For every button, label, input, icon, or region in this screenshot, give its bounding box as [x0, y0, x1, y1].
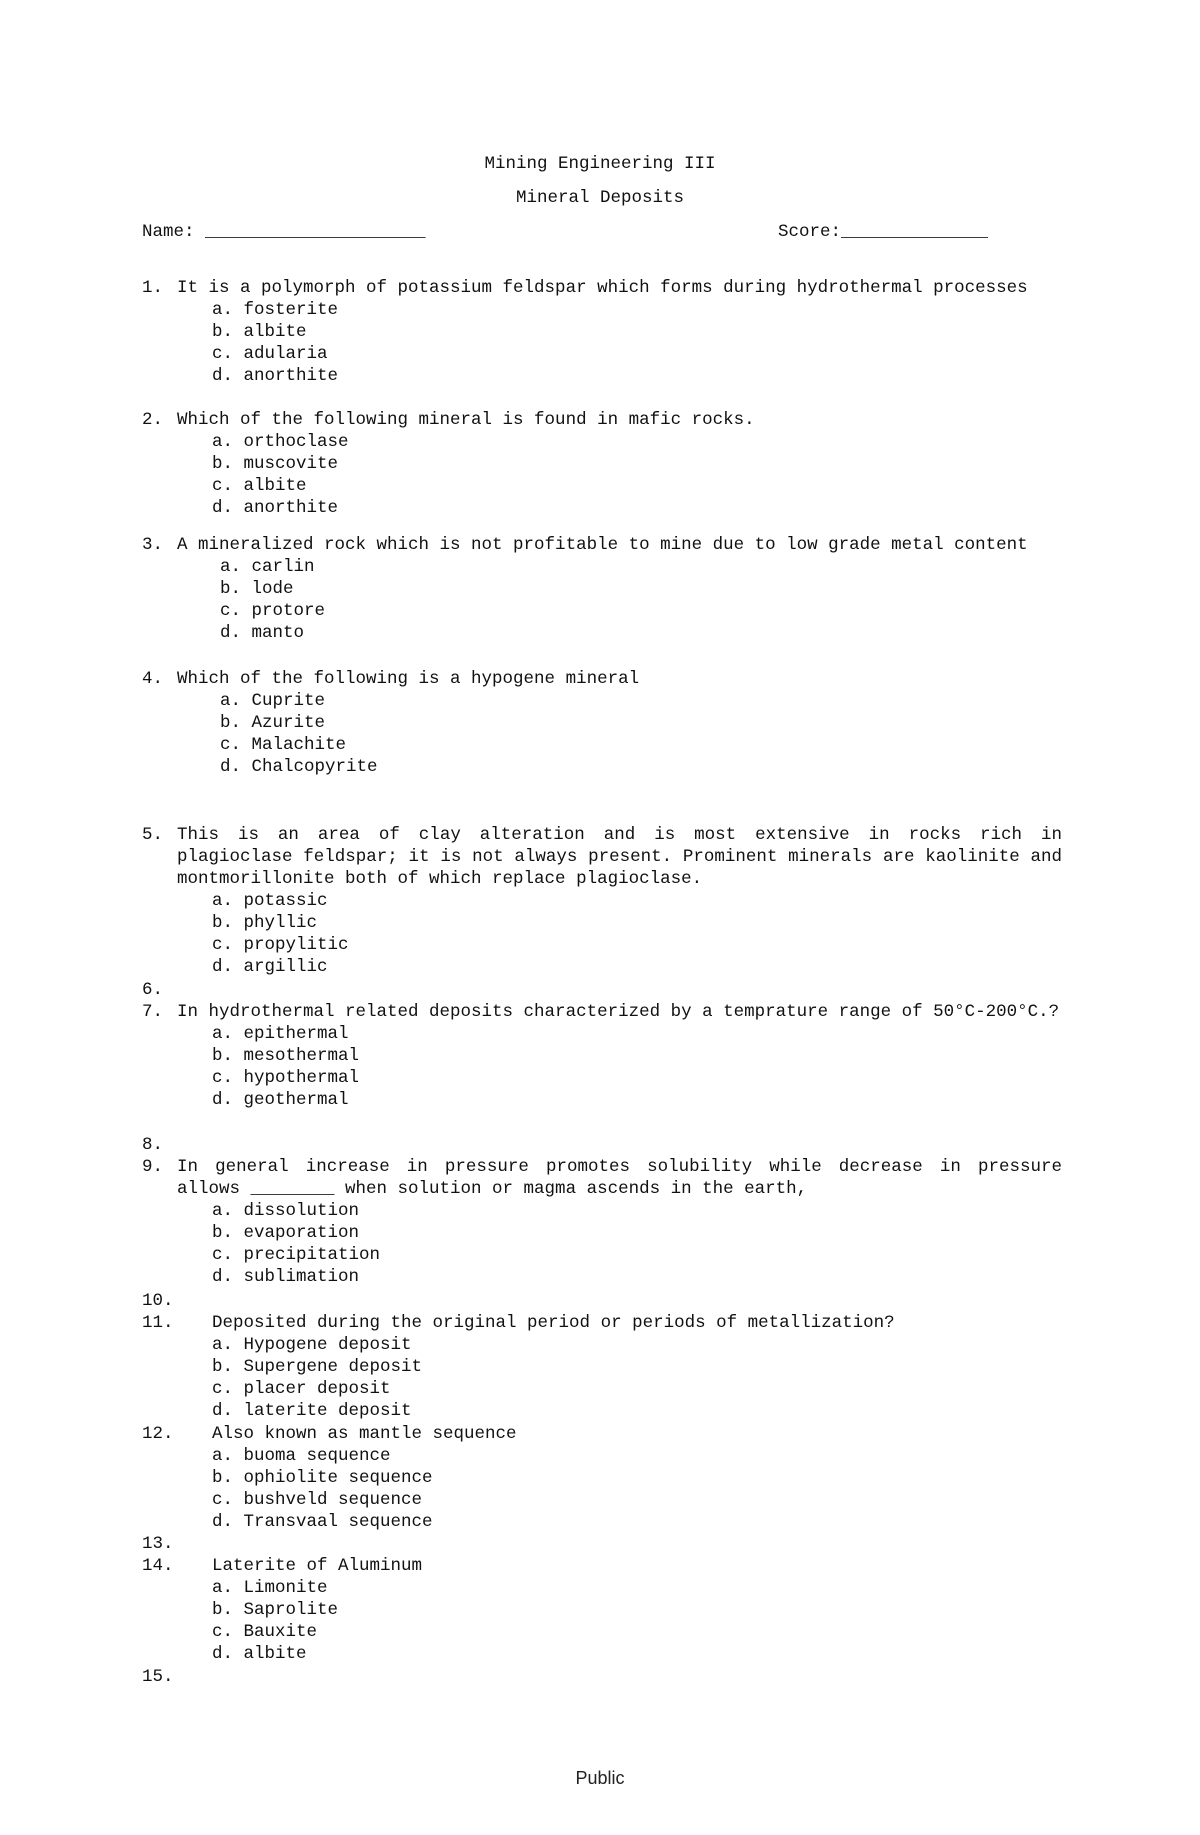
answer-option: a. epithermal	[212, 1024, 349, 1044]
answer-option: a. orthoclase	[212, 432, 349, 452]
answer-option: d. geothermal	[212, 1090, 349, 1110]
question-2	[142, 409, 1062, 519]
answer-option: a. dissolution	[212, 1201, 360, 1221]
question-number: 1.	[142, 278, 164, 298]
answer-option: b. albite	[212, 322, 307, 342]
question-13	[142, 1533, 1062, 1555]
question-6	[142, 979, 1062, 1001]
answer-option: b. lode	[220, 579, 294, 599]
answer-option: c. hypothermal	[212, 1068, 360, 1088]
question-number: 8.	[142, 1135, 164, 1155]
answer-option: d. manto	[220, 623, 305, 643]
answer-option: c. Malachite	[220, 735, 347, 755]
question-number: 11.	[142, 1313, 174, 1333]
question-7	[142, 1001, 1062, 1111]
question-12	[142, 1423, 1062, 1533]
question-text: Also known as mantle sequence	[212, 1424, 517, 1444]
answer-option: d. albite	[212, 1644, 307, 1664]
footer-classification-label: Public	[575, 1768, 625, 1788]
answer-option: c. propylitic	[212, 935, 349, 955]
answer-option: a. fosterite	[212, 300, 339, 320]
question-9	[142, 1156, 1062, 1288]
question-number: 12.	[142, 1424, 174, 1444]
question-number: 7.	[142, 1002, 164, 1022]
page-subtitle: Mineral Deposits	[515, 188, 685, 208]
answer-option: a. buoma sequence	[212, 1446, 391, 1466]
question-number: 13.	[142, 1534, 174, 1554]
answer-option: b. ophiolite sequence	[212, 1468, 433, 1488]
answer-option: b. Azurite	[220, 713, 326, 733]
page-title: Mining Engineering III	[484, 154, 716, 174]
question-5	[142, 824, 1062, 978]
question-11	[142, 1312, 1062, 1422]
question-1	[142, 277, 1062, 387]
question-text: Which of the following is a hypogene mineral	[177, 669, 640, 689]
answer-option: a. Limonite	[212, 1578, 328, 1598]
question-number: 15.	[142, 1667, 174, 1687]
answer-option: b. evaporation	[212, 1223, 360, 1243]
question-text: In hydrothermal related deposits characterized by a temprature range of 50°C-200°C.?	[177, 1002, 1060, 1022]
question-14	[142, 1555, 1062, 1665]
question-8	[142, 1134, 1062, 1156]
answer-option: a. potassic	[212, 891, 328, 911]
answer-option: b. muscovite	[212, 454, 339, 474]
question-4	[142, 668, 1062, 778]
question-number: 9.	[142, 1157, 164, 1177]
answer-option: a. carlin	[220, 557, 315, 577]
answer-option: d. Chalcopyrite	[220, 757, 378, 777]
answer-option: b. Supergene deposit	[212, 1357, 423, 1377]
answer-option: b. Saprolite	[212, 1600, 339, 1620]
answer-option: c. Bauxite	[212, 1622, 318, 1642]
answer-option: d. anorthite	[212, 498, 339, 518]
question-3	[142, 534, 1062, 644]
question-number: 14.	[142, 1556, 174, 1576]
question-number: 3.	[142, 535, 164, 555]
question-10	[142, 1290, 1062, 1312]
question-number: 6.	[142, 980, 164, 1000]
answer-option: c. bushveld sequence	[212, 1490, 423, 1510]
answer-option: c. placer deposit	[212, 1379, 391, 1399]
answer-option: c. adularia	[212, 344, 328, 364]
answer-option: d. Transvaal sequence	[212, 1512, 433, 1532]
question-number: 10.	[142, 1291, 174, 1311]
answer-option: b. mesothermal	[212, 1046, 360, 1066]
answer-option: d. laterite deposit	[212, 1401, 412, 1421]
question-number: 2.	[142, 410, 164, 430]
answer-option: a. Cuprite	[220, 691, 326, 711]
answer-option: c. albite	[212, 476, 307, 496]
answer-option: c. protore	[220, 601, 326, 621]
score-field-label: Score:______________	[778, 222, 989, 242]
answer-option: d. anorthite	[212, 366, 339, 386]
question-number: 4.	[142, 669, 164, 689]
question-15	[142, 1666, 1062, 1688]
answer-option: a. Hypogene deposit	[212, 1335, 412, 1355]
answer-option: d. argillic	[212, 957, 328, 977]
answer-option: c. precipitation	[212, 1245, 381, 1265]
question-text: Which of the following mineral is found in mafic rocks.	[177, 410, 755, 430]
question-text: In general increase in pressure promotes solubility while decrease in pressure allows ________ when solution or magma ascends in the earth,	[177, 1157, 1062, 1199]
question-number: 5.	[142, 825, 164, 845]
name-field-label: Name: _____________________	[142, 222, 426, 242]
answer-option: d. sublimation	[212, 1267, 360, 1287]
answer-option: b. phyllic	[212, 913, 318, 933]
question-text: This is an area of clay alteration and is most extensive in rocks rich in plagioclase feldspar; it is not always present. Prominent minerals are kaolinite and montmorillonite both of which replace plagioclase.	[177, 825, 1062, 889]
question-text: A mineralized rock which is not profitable to mine due to low grade metal content	[177, 535, 1028, 555]
question-text: Deposited during the original period or periods of metallization?	[212, 1313, 895, 1333]
question-text: It is a polymorph of potassium feldspar which forms during hydrothermal processes	[177, 278, 1028, 298]
question-text: Laterite of Aluminum	[212, 1556, 423, 1576]
